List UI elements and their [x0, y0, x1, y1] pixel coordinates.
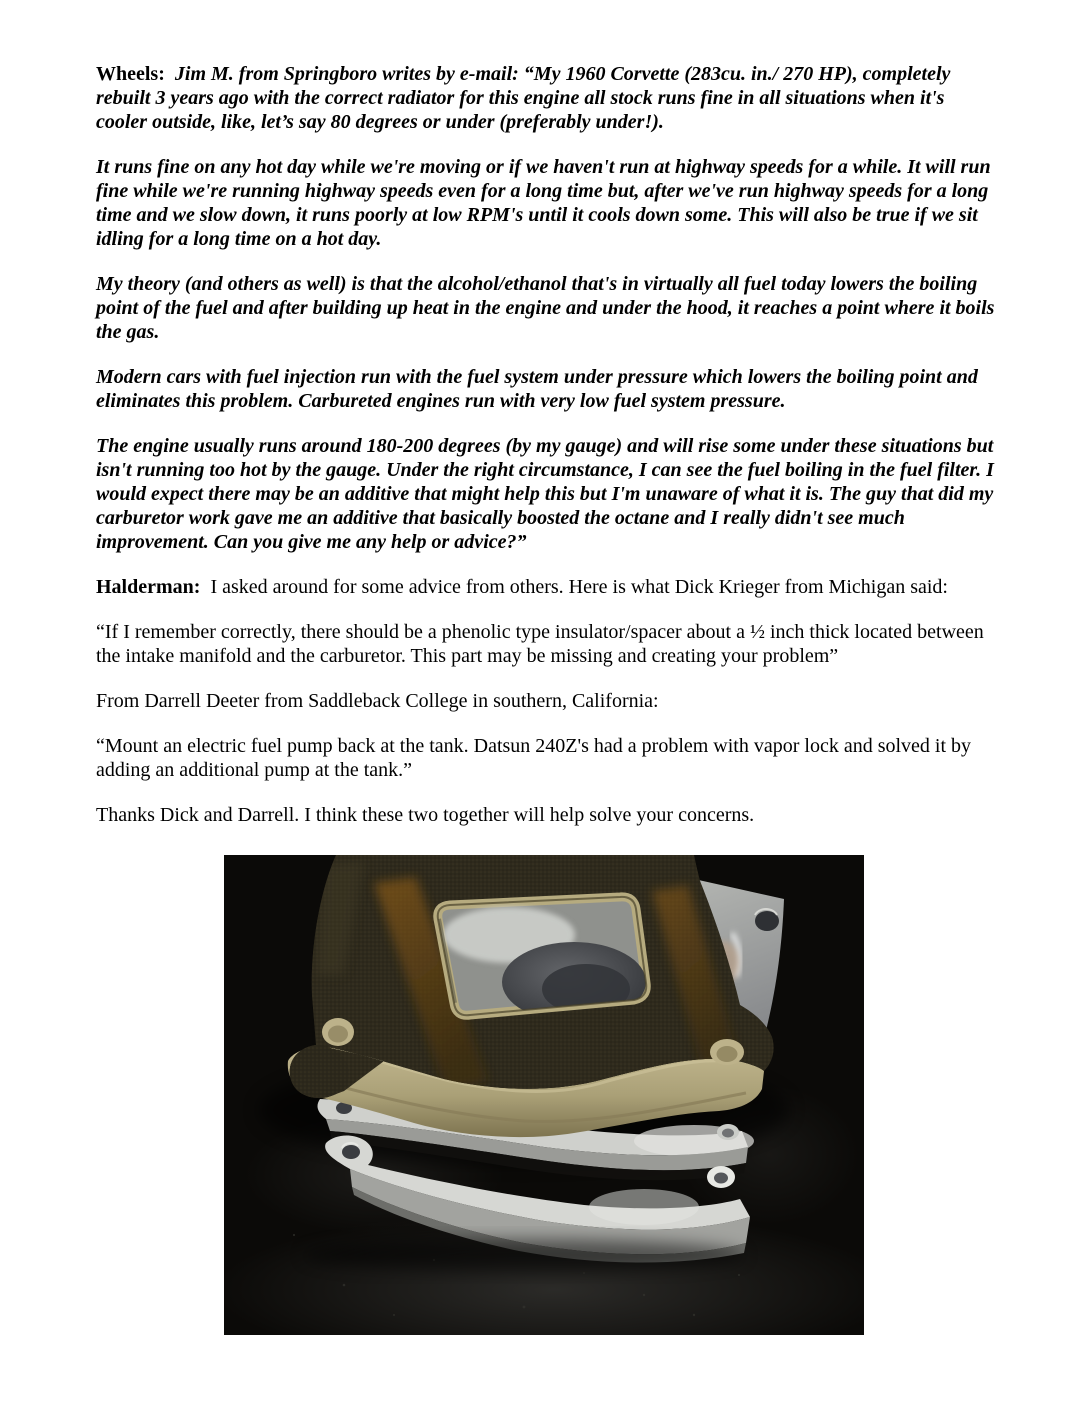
paragraph-symptoms: It runs fine on any hot day while we're moving or if we haven't run at highway speeds for a while. It will run fine while we're running highway speeds even for a long time but, after we've run highway speeds for a long time and we slow down, it runs poorly at low RPM's until it cools down some. This will also be true if we sit idling for a long time on a hot day.: [96, 156, 991, 250]
carburetor-spacer-illustration: [224, 855, 864, 1335]
carburetor-spacer-photo: [224, 855, 864, 1335]
carburetor-opening: [438, 897, 647, 1022]
article-body: [96, 62, 996, 848]
phenolic-spacer: [288, 855, 774, 1137]
paragraph-theory: My theory (and others as well) is that the alcohol/ethanol that's in virtually all fuel today lowers the boiling point of the fuel and after building up heat in the engine and under the hood, it reaches a point where it boils the gas.: [96, 273, 995, 343]
paragraph-fuel-injection: Modern cars with fuel injection run with the fuel system under pressure which lowers the boiling point and eliminates this problem. Carbureted engines run with very low fuel system pressure.: [96, 366, 978, 412]
paragraph-engine-temps: The engine usually runs around 180-200 degrees (by my gauge) and will rise some under these situations but isn't running too hot by the gauge. Under the right circumstance, I can see the fuel boiling in the fuel filter. I would expect there may be an additive that might help this but I'm unaware of what it is. The guy that did my carburetor work gave me an additive that basically boosted the octane and I really didn't see much improvement. Can you give me any help or advice?”: [96, 435, 994, 553]
bolt-hole-bottom-left: [342, 1145, 360, 1159]
section-label-wheels: Wheels:: [96, 63, 165, 85]
reader-question-text: Jim M. from Springboro writes by e-mail: “My 1960 Corvette (283cu. in./ 270 HP), completely rebuilt 3 years ago with the correct radiator for this engine all stock runs fine in all situations when it's cooler outside, like, let’s say 80 degrees or under (preferably under!).: [96, 63, 951, 133]
section-label-halderman: Halderman:: [96, 576, 201, 598]
paragraph-wheels-question: [96, 62, 996, 134]
paragraph-thanks: Thanks Dick and Darrell. I think these two together will help solve your concerns.: [96, 804, 755, 826]
halderman-answer-text: I asked around for some advice from others. Here is what Dick Krieger from Michigan said:: [210, 576, 948, 598]
paragraph-deeter-intro: From Darrell Deeter from Saddleback College in southern, California:: [96, 690, 659, 712]
paragraph-halderman-answer: [96, 575, 996, 599]
paragraph-krieger-quote: “If I remember correctly, there should be a phenolic type insulator/spacer about a ½ inch thick located between the intake manifold and the carburetor. This part may be missing and creating your problem”: [96, 621, 984, 667]
paragraph-deeter-quote: “Mount an electric fuel pump back at the tank. Datsun 240Z's had a problem with vapor lock and solved it by adding an additional pump at the tank.”: [96, 735, 972, 781]
